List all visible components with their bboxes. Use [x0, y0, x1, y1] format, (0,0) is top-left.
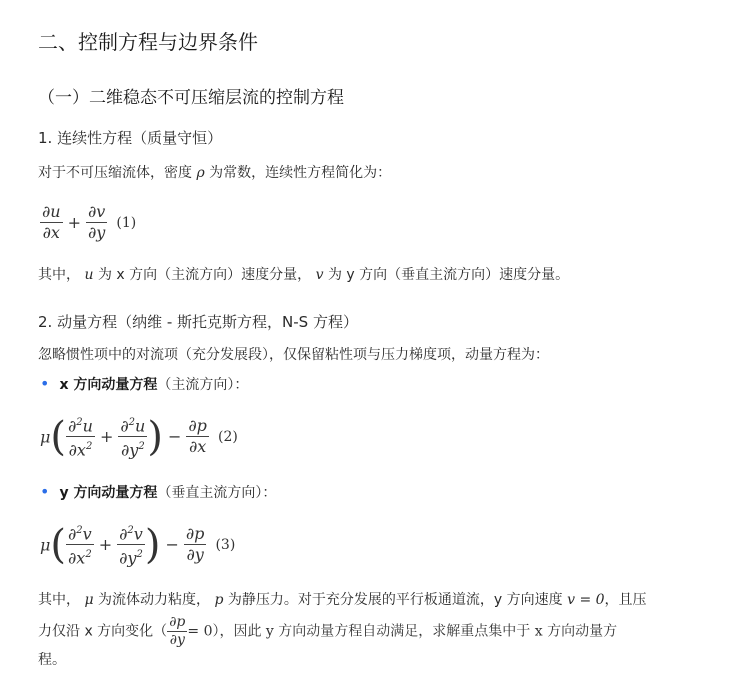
paragraph-continuity-intro: 对于不可压缩流体，密度 ρ 为常数，连续性方程简化为：: [38, 165, 392, 181]
paragraph-viscosity-line2: 力仅沿 x 方向变化（ $\frac{\partial p}{\partial y}$ = 0），因此 y 方向动量方程自动满足，求解重点集中于 x 方向动量方: [38, 614, 618, 648]
heading-momentum: 2. 动量方程（纳维 - 斯托克斯方程，N-S 方程）: [38, 313, 358, 331]
bullet-x-momentum: • x 方向动量方程（主流方向）：: [40, 374, 249, 393]
subsection-title: （一）二维稳态不可压缩层流的控制方程: [38, 88, 344, 108]
paragraph-viscosity-line3: 程。: [38, 652, 66, 668]
equation-number-2: (2): [217, 428, 238, 445]
paragraph-viscosity-line1: 其中， μ 为流体动力粘度， p 为静压力。对于充分发展的平行板通道流，y 方向速度 v = 0，且压: [38, 592, 647, 608]
equation-y-momentum: μ( $\frac{\partial^2v}{\partial x^2}$ + $\frac{\partial^2v}{\partial y^2}$ ) − $\frac{\partial p}{\partial y}$ (3): [40, 521, 236, 568]
bullet-dot-icon: •: [40, 374, 50, 393]
bullet-y-momentum: • y 方向动量方程（垂直主流方向）：: [40, 482, 277, 501]
equation-continuity: $\frac{\partial u}{\partial x}$ + $\frac{\partial v}{\partial y}$ (1): [42, 202, 137, 242]
paragraph-momentum-intro: 忽略惯性项中的对流项（充分发展段），仅保留粘性项与压力梯度项，动量方程为：: [38, 347, 549, 363]
equation-number-3: (3): [215, 536, 236, 553]
paragraph-velocity-components: 其中， u 为 x 方向（主流方向）速度分量， v 为 y 方向（垂直主流方向）速度分量。: [38, 267, 570, 283]
equation-number-1: (1): [116, 214, 137, 231]
equation-x-momentum: μ( $\frac{\partial^2u}{\partial x^2}$ + $\frac{\partial^2u}{\partial y^2}$ ) − $\frac{\partial p}{\partial x}$ (2): [40, 413, 238, 460]
section-title: 二、控制方程与边界条件: [38, 30, 258, 54]
bullet-dot-icon: •: [40, 482, 50, 501]
heading-continuity: 1. 连续性方程（质量守恒）: [38, 129, 223, 147]
